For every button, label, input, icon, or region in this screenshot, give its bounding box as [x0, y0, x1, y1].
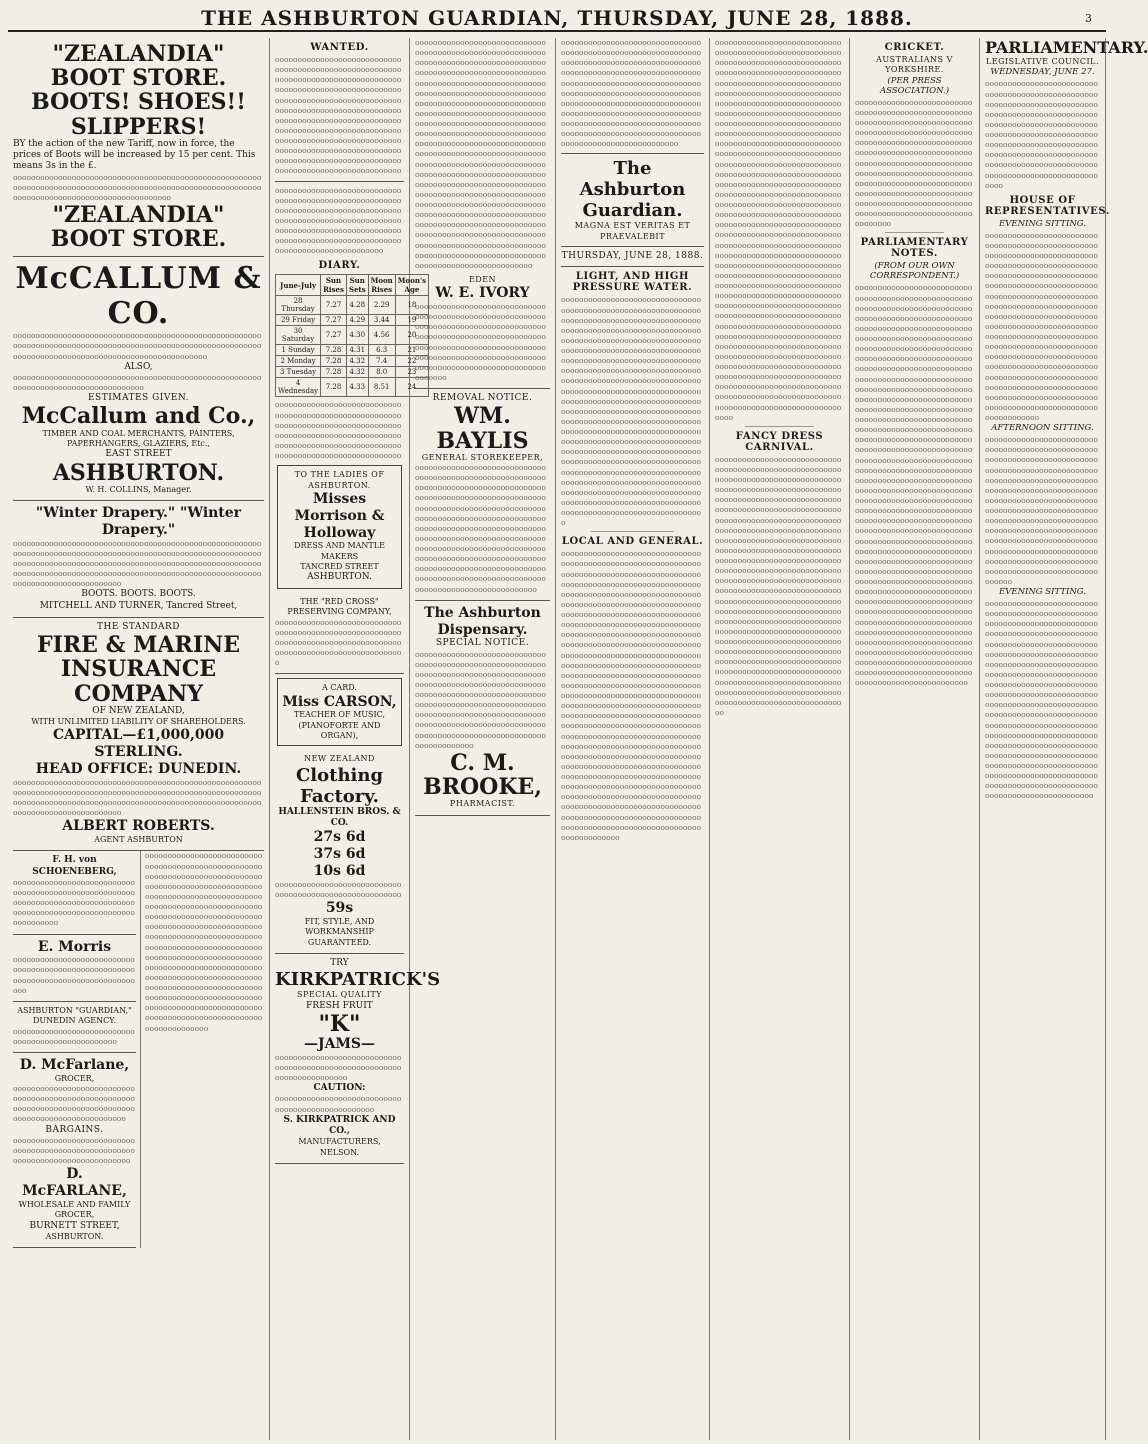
- standard-label: THE STANDARD: [96, 621, 181, 632]
- removal-notice: REMOVAL NOTICE.: [432, 393, 533, 404]
- diary-cell: 7.4: [368, 356, 395, 367]
- diary-cell: 4.32: [346, 356, 368, 367]
- bargains-fill: oooooooooooooooooooooooooooooooooooooooooooooooooooooooooooooooooooooooooooooooo: [13, 1135, 135, 1166]
- mccallum-also: ALSO,: [124, 361, 153, 372]
- diary-row: [276, 356, 429, 367]
- carson-name: Miss CARSON,: [282, 693, 397, 710]
- afternoon-sitting-fill: oooooooooooooooooooooooooooooooooooooooooooooooooooooooooooooooooooooooooooooooooooooooooooooooooooooooooooooooooooooooooooooooooooooooooooooooooooooooooooooooooooooooooooooooooooooooooooooooooooooooooooooooooooooooooooooooooooooooooooooooooooooooooooooooooooooooooooooooooooooooooooooooooooooooooooooooooooooooooooooooooooooooooooooooooooooooooooooooooooo: [985, 435, 1098, 586]
- moon-fill: oooooooooooooooooooooooooooooooooooooooooooooooooooooooooooooooooooooooooooooooooooooooooooooooooooooooooooooooooooooooooooooooooooooooooooooooooooooooooooooooooooooooo: [275, 400, 402, 460]
- ivory-fill: oooooooooooooooooooooooooooooooooooooooooooooooooooooooooooooooooooooooooooooooooooooooooooooooooooooooooooooooooooooooooooooooooooooooooooooooooooooooooooooooooooooooooooooooooooooooooooooooooooooooooooooooooo: [415, 302, 546, 382]
- diary-heading: DIARY.: [318, 260, 361, 272]
- mcfarlane-address: BURNETT STREET,: [29, 1220, 120, 1231]
- diary-cell: 4.32: [346, 367, 368, 378]
- kirkpatricks-name: KIRKPATRICK'S: [275, 969, 441, 991]
- diary-cell: 19: [395, 315, 428, 326]
- diary-cell: 6.3: [368, 345, 395, 356]
- unlimited-liability: WITH UNLIMITED LIABILITY OF SHAREHOLDERS.: [31, 716, 246, 726]
- fancy-dress-fill: oooooooooooooooooooooooooooooooooooooooooooooooooooooooooooooooooooooooooooooooooooooooooooooooooooooooooooooooooooooooooooooooooooooooooooooooooooooooooooooooooooooooooooooooooooooooooooooooooooooooooooooooooooooooooooooooooooooooooooooooooooooooooooooooooooooooooooooooooooooooooooooooooooooooooooooooooooooooooooooooooooooooooooooooooooooooooooooooooooooooooooooooooooooooooooooooooooooooooooooooooooooooooooooooooooooooooooooooooooooooooooooooooooooooooooooooooooooooooooooooooooooooooooooooooooooooooooooooooooooooooooooooooooooooooooooooooooooooooooooooooooooooooooooooooooooooooooooooooooooooooooooooooooooooooooooooooooooooooooooooooooooooooooooooooooooooooooooooooooooooooooooooooooooooooooooo: [715, 454, 842, 717]
- nelson-label: NELSON.: [319, 1147, 360, 1157]
- grocer-label: GROCER,: [54, 1073, 95, 1083]
- price-d: 59s: [325, 900, 354, 917]
- legislative-council: LEGISLATIVE COUNCIL.: [985, 57, 1100, 66]
- mccallum-name: McCallum and Co.,: [21, 403, 256, 430]
- diary-header-cell: Sun Sets: [346, 275, 368, 296]
- diary-cell: 3 Tuesday: [276, 367, 321, 378]
- mccallum-also-fill: oooooooooooooooooooooooooooooooooooooooooooooooooooooooooooooooooooooooooooooooooooo: [13, 372, 262, 392]
- mccallum-town: ASHBURTON.: [52, 459, 225, 486]
- cricket-subhead: AUSTRALIANS V YORKSHIRE.: [876, 55, 953, 75]
- special-quality: SPECIAL QUALITY: [296, 990, 383, 1000]
- mccallum-estimates: ESTIMATES GIVEN.: [87, 393, 190, 404]
- mcfarlane-fill: oooooooooooooooooooooooooooooooooooooooooooooooooooooooooooooooooooooooooooooooooooooooooooooooooooooooooo: [13, 1084, 135, 1124]
- local-general-fill: ooooooooooooooooooooooooooooooooooooooooooooooooooooooooooooooooooooooooooooooooooooooooooooooooooooooooooooooooooooooooooooooooooooooooooooooooooooooooooooooooooooooooooooooooooooooooooooooooooooooooooooooooooooooooooooooooooooooooooooooooooooooooooooooooooooooooooooooooooooooooooooooooooooooooooooooooooooooooooooooooooooooooooooooooooooooooooooooooooooooooooooooooooooooooooooooooooooooooooooooooooooooooooooooooooooooooooooooooooooooooooooooooooooooooooooooooooooooooooooooooooooooooooooooooooooooooooooooooooooooooooooooooooooooooooooooooooooooooooooooooooooooooooooooooooooooooooooooooooooooooooooooooooooooooooooooooooooooooooooooooooooooooooooooooooooooooooooooooooooooooooooooooooooooooooooooooooooooooooooooooooooooooooooooooooooooooooooooooooooooooooooooooooooooooooooooooooooooooooooooooooooooooooooooooooooooooooooooooooooooooooooooooooooooooooooooooooooooooooooooooo: [561, 549, 701, 842]
- subscription-fill: oooooooooooooooooooooooooooooooooooooooooooooooooooooooooooooooooooooooooooooooooooooooooooooooooooooooooooooooooooooooooooooooooooooooooooooooooooooooooooooooooooooooooooooooooooooooooooooooo: [275, 185, 402, 256]
- afternoon-sitting: AFTERNOON SITTING.: [991, 423, 1094, 434]
- diary-cell: 28 Thursday: [276, 296, 321, 315]
- diary-cell: 7.28: [321, 345, 347, 356]
- left-subcolumn: [13, 851, 141, 1248]
- red-cross-ad: [275, 593, 404, 674]
- diary-cell: 30 Saturday: [276, 326, 321, 345]
- ivory-nursery-ad: [415, 271, 550, 389]
- diary-row: [276, 345, 429, 356]
- column-2: [270, 38, 441, 1440]
- mcfarlane-name: D. McFarlane,: [19, 1056, 130, 1073]
- schoeneberg-fill: oooooooooooooooooooooooooooooooooooooooooooooooooooooooooooooooooooooooooooooooooooooooooooooooooooooooooooooooooooooo: [13, 877, 135, 928]
- pharmacist-label: PHARMACIST.: [449, 799, 516, 809]
- of-nz: OF NEW ZEALAND,: [92, 705, 185, 716]
- price-a: 27s 6d: [313, 829, 366, 846]
- split-ads-row: [13, 851, 264, 1248]
- newspaper-title: THE ASHBURTON GUARDIAN, THURSDAY, JUNE 28, 1888.: [201, 6, 913, 30]
- mccallum-trade: TIMBER AND COAL MERCHANTS, PAINTERS, PAPERHANGERS, GLAZIERS, Etc.,: [42, 428, 235, 448]
- right-subcolumn: [141, 851, 264, 1248]
- col5-top-fill: oooooooooooooooooooooooooooooooooooooooooooooooooooooooooooooooooooooooooooooooooooooooooooooooooooooooooooooooooooooooooooooooooooooooooooooooooooooooooooooooooooooooooooooooooooooooooooooooooooooooooooooooooooooooooooooooooooooooooooooooooooooooooooooooooooooooooooooooooooooooooooooooooooooooooooooooooooooooooooooooooooooooooooooooooooooooooooooooooooooooooooooooooooooooooooooooooooooooooooooooooooooooooooooooooooooooooooooooooooooooooooooooooooooooooooooooooooooooooooooooooooooooooooooooooooooooooooooooooooooooooooooooooooooooooooooooooooooooooooooooooooooooooooooooooooooooooooooooooooooooooooooooooooooooooooooooooooooooooooooooooooooooooooooooooooooooooooooooooooooooooooooooooooooooooooooooooooooooooooooooooooooooooooooooooooooooooooooooooooooooooooooooooooooooooooooooooooooooooooooooooooooooooooooooooooooooooooooooooooooooooooooooooooooooooooooooooooooooooooooooooooooooooooooooooooooooooooooooooooooooooooooooooooooooooooooooooooooooooooooooooooooooooooooooooooooooooooooooooooooooooooooooooooooooooooooooooooooooooooooooo: [715, 38, 842, 422]
- diary-cell: 4.30: [346, 326, 368, 345]
- kirkpatrick-ad: [275, 954, 441, 1164]
- jams-label: —JAMS—: [303, 1036, 376, 1053]
- k-brand: "K": [318, 1010, 361, 1037]
- wednesday-date: WEDNESDAY, JUNE 27.: [990, 67, 1095, 78]
- try-label: TRY: [330, 957, 349, 968]
- fire-marine-title: FIRE & MARINE INSURANCE COMPANY: [36, 632, 241, 707]
- wanted-heading: WANTED.: [310, 42, 369, 53]
- diary-cell: 2.29: [368, 296, 395, 315]
- guardian-motto: MAGNA EST VERITAS ET PRAEVALEBIT: [574, 221, 691, 241]
- diary-header-cell: June-July: [276, 275, 321, 296]
- red-cross-fill: ooooooooooooooooooooooooooooooooooooooooooooooooooooooooooooooooooooooooooooooooooooooooooooooooooooooooooooooooo: [275, 617, 402, 667]
- leader-heading: LIGHT, AND HIGH PRESSURE WATER.: [572, 271, 693, 294]
- special-notice: SPECIAL NOTICE.: [435, 638, 530, 649]
- cricket-fill: oooooooooooooooooooooooooooooooooooooooooooooooooooooooooooooooooooooooooooooooooooooooooooooooooooooooooooooooooooooooooooooooooooooooooooooooooooooooooooooooooooooooooooooooooooooooooooooooooooooooooooooooooooooooooooooooooooooooooooooooooooooooooooooooooooooooooooooooooooooooooooooooooooooooooooooooooooooooooooooooo: [855, 97, 973, 229]
- mccallum-street: EAST STREET: [105, 449, 172, 460]
- evening-sitting-2-fill: ooooooooooooooooooooooooooooooooooooooooooooooooooooooooooooooooooooooooooooooooooooooooooooooooooooooooooooooooooooooooooooooooooooooooooooooooooooooooooooooooooooooooooooooooooooooooooooooooooooooooooooooooooooooooooooooooooooooooooooooooooooooooooooooooooooooooooooooooooooooooooooooooooooooooooooooooooooooooooooooooooooooooooooooooooooooooooooooooooooooooooooooooooooooooooooooooooooooooooooooooooooooooooooooooooooooooooooooooooooooooooooooooooooooooooooooooooooooooooooooooooooooooooooooooooo: [985, 599, 1098, 801]
- price-c: 10s 6d: [313, 862, 366, 879]
- diary-cell: 8.51: [368, 378, 395, 397]
- winter-heading: "Winter Drapery." "Winter Drapery.": [35, 505, 242, 538]
- diary-cell: 4.56: [368, 326, 395, 345]
- morrison-holloway-ad: [277, 465, 402, 589]
- baylis-fill: ooooooooooooooooooooooooooooooooooooooooooooooooooooooooooooooooooooooooooooooooooooooooooooooooooooooooooooooooooooooooooooooooooooooooooooooooooooooooooooooooooooooooooooooooooooooooooooooooooooooooooooooooooooooooooooooooooooooooooooooooooooooooooooooooooooooooooooooooooooooooooooooooooooooooooooooooooooooooooooooooooooooooooooooooooooooooooooooooooooooooooooooooooooooo: [415, 463, 546, 594]
- caution-fill: oooooooooooooooooooooooooooooooooooooooooooooooooo: [275, 1094, 402, 1114]
- boots-headline: BOOTS! SHOES!! SLIPPERS!: [31, 89, 246, 140]
- tancred-street: TANCRED STREET: [300, 562, 379, 572]
- diary-cell: 22: [395, 356, 428, 367]
- mcfarlane-footer: D. McFARLANE,: [22, 1166, 127, 1199]
- diary-cell: 4 Wednesday: [276, 378, 321, 397]
- carson-teacher: TEACHER OF MUSIC,: [293, 710, 386, 720]
- council-fill: oooooooooooooooooooooooooooooooooooooooooooooooooooooooooooooooooooooooooooooooooooooooooooooooooooooooooooooooooooooooooooooooooooooooooooooooooooooooooooooooooooooooooooooooooooooooooooooooooooooooooooooooooooooooooooooooooooooooooooooooooooooooooooooo: [985, 79, 1098, 190]
- morrison-name: Misses Morrison & Holloway: [294, 490, 385, 541]
- mccallum-body-fill: ooooooooooooooooooooooooooooooooooooooooooooooooooooooooooooooooooooooooooooooooooooooooooooooooooooooooooooooooooooooooooooooooooooooooooooooooooooooooo: [13, 331, 262, 361]
- clothing-factory-ad: [275, 750, 404, 954]
- ashburton-label: ASHBURTON.: [307, 572, 372, 583]
- winter-drapery-ad: [13, 501, 264, 618]
- hallenstein-name: HALLENSTEIN BROS. & CO.: [278, 806, 401, 829]
- guardian-agency-ad: [13, 1002, 136, 1053]
- zealandia-body-fill: ooooooooooooooooooooooooooooooooooooooooooooooooooooooooooooooooooooooooooooooooooooooooooooooooooooooooooooooooooooooooooooooooooooooooooooooooo: [13, 172, 262, 202]
- nz-label: NEW ZEALAND: [304, 754, 375, 764]
- morris-fill: oooooooooooooooooooooooooooooooooooooooooooooooooooooooooooooooooooooooooooooooooooo: [13, 955, 135, 995]
- insurance-body-fill: ooooooooooooooooooooooooooooooooooooooooooooooooooooooooooooooooooooooooooooooooooooooooooooooooooooooooooooooooooooooooooooooooooooooooooooooooooooooooooooooooooooooooooooooooooooooooooooo: [13, 777, 262, 818]
- mccallum-ad: [13, 257, 264, 501]
- column-5: [710, 38, 850, 1440]
- parliamentary-notes-fill: ooooooooooooooooooooooooooooooooooooooooooooooooooooooooooooooooooooooooooooooooooooooooooooooooooooooooooooooooooooooooooooooooooooooooooooooooooooooooooooooooooooooooooooooooooooooooooooooooooooooooooooooooooooooooooooooooooooooooooooooooooooooooooooooooooooooooooooooooooooooooooooooooooooooooooooooooooooooooooooooooooooooooooooooooooooooooooooooooooooooooooooooooooooooooooooooooooooooooooooooooooooooooooooooooooooooooooooooooooooooooooooooooooooooooooooooooooooooooooooooooooooooooooooooooooooooooooooooooooooooooooooooooooooooooooooooooooooooooooooooooooooooooooooooooooooooooooooooooooooooooooooooooooooooooooooooooooooooooooooooooooooooooooooooooooooooooooooooooooooooooooooooooooooooooooooooooooooooooooooooooooooooooooooooooooooooooooooooooooooooooooooooooooooooooooooooooooooooooooooooooooooooooooooooooooooooooooooooooooooooooooooooooooooooooooooooooooooooooooooooooooooooooooooooooooooooooooooooooooooooooooooooooooooooooooooooooooooooooooooooooooooooooooooooooooooooooooooooooooooooooooooooooooooooooooooooooooooooooooooooo: [855, 283, 973, 688]
- diary-cell: 1 Sunday: [276, 345, 321, 356]
- brooke-name: C. M. BROOKE,: [423, 749, 542, 800]
- cricket-heading: CRICKET.: [884, 42, 945, 53]
- diary-cell: 4.29: [346, 315, 368, 326]
- zealandia-ad: [13, 38, 264, 257]
- morris-name: E. Morris: [37, 938, 112, 955]
- diary-header-cell: Moon Rises: [368, 275, 395, 296]
- jams-fill: oooooooooooooooooooooooooooooooooooooooooooooooooooooooooooooooooooooooo: [275, 1052, 402, 1083]
- bargains: BARGAINS.: [45, 1124, 104, 1135]
- diary-cell: 24: [395, 378, 428, 397]
- guardian-agency-title: ASHBURTON "GUARDIAN,": [17, 1005, 132, 1015]
- diary-cell: 2 Monday: [276, 356, 321, 367]
- evening-sitting-fill: oooooooooooooooooooooooooooooooooooooooooooooooooooooooooooooooooooooooooooooooooooooooooooooooooooooooooooooooooooooooooooooooooooooooooooooooooooooooooooooooooooooooooooooooooooooooooooooooooooooooooooooooooooooooooooooooooooooooooooooooooooooooooooooooooooooooooooooooooooooooooooooooooooooooooooooooooooooooooooooooooooooooooooooooooooooooooooooooooooooooooooooooooooooooooooooooooooooooooooooooooooooooooooooooooooooooooooooooooooooooooooooooooooooooooooooo: [985, 230, 1098, 423]
- diary-cell: 7.28: [321, 356, 347, 367]
- winter-body-fill: oooooooooooooooooooooooooooooooooooooooooooooooooooooooooooooooooooooooooooooooooooooooooooooooooooooooooooooooooooooooooooooooooooooooooooooooooooooooooooooooooooooooooooooooooooooooooooooooooooooooooooooooooooooooooooooooooooooooooooooooooooo: [13, 538, 262, 589]
- card-label: A CARD.: [322, 683, 357, 693]
- diary-cell: 7.27: [321, 315, 347, 326]
- standard-insurance-ad: [13, 618, 264, 852]
- rule: [561, 246, 704, 247]
- diary-cell: 20: [395, 326, 428, 345]
- dispensary-title: The Ashburton Dispensary.: [424, 604, 541, 638]
- masthead: [8, 6, 1106, 32]
- column-1: [8, 38, 270, 1440]
- baylis-trade: GENERAL STOREKEEPER,: [421, 452, 544, 462]
- diary-cell: 7.28: [321, 367, 347, 378]
- diary-cell: 7.27: [321, 326, 347, 345]
- column-7: [980, 38, 1148, 1440]
- fancy-dress-heading: FANCY DRESS CARNIVAL.: [735, 430, 824, 453]
- morris-ad: [13, 935, 136, 1002]
- column-4: [556, 38, 710, 1440]
- divider: [591, 531, 674, 532]
- rule: [275, 181, 404, 182]
- agency-fill: oooooooooooooooooooooooooooooooooooooooooooooooooo: [13, 1026, 135, 1046]
- boots-line: BOOTS. BOOTS. BOOTS.: [81, 589, 196, 600]
- evening-sitting-1: EVENING SITTING.: [999, 218, 1086, 229]
- parliamentary-heading: PARLIAMENTARY.: [985, 38, 1148, 57]
- divider: [745, 426, 814, 427]
- red-cross-title: THE "RED CROSS" PRESERVING COMPANY,: [287, 596, 392, 617]
- leader-fill: ooooooooooooooooooooooooooooooooooooooooooooooooooooooooooooooooooooooooooooooooooooooooooooooooooooooooooooooooooooooooooooooooooooooooooooooooooooooooooooooooooooooooooooooooooooooooooooooooooooooooooooooooooooooooooooooooooooooooooooooooooooooooooooooooooooooooooooooooooooooooooooooooooooooooooooooooooooooooooooooooooooooooooooooooooooooooooooooooooooooooooooooooooooooooooooooooooooooooooooooooooooooooooooooooooooooooooooooooooooooooooooooooooooooooooooooooooooooooooooooooooooooooooooooooooooooooooooooooooooooooooooooooooooooooooooooooooooooooooooooooooooooooooooooooooooooooooooooooooooooooooooooooooooooooooooooooooooooooooooooooooooooooooooooooooooooooooooooooooooooooooo: [561, 295, 701, 528]
- page-number: 3: [1085, 12, 1092, 25]
- column-3: [410, 38, 556, 1440]
- diary-row: [276, 296, 429, 315]
- mccallum-manager: W. H. COLLINS, Manager.: [85, 484, 192, 494]
- local-general-heading: LOCAL AND GENERAL.: [561, 536, 704, 548]
- diary-cell: 21: [395, 345, 428, 356]
- diary-cell: 18: [395, 296, 428, 315]
- winter-firm: MITCHELL AND TURNER, Tancred Street,: [39, 600, 238, 611]
- nursery-label: EDEN: [468, 274, 497, 284]
- col4-top-fill: oooooooooooooooooooooooooooooooooooooooooooooooooooooooooooooooooooooooooooooooooooooooooooooooooooooooooooooooooooooooooooooooooooooooooooooooooooooooooooooooooooooooooooooooooooooooooooooooooooooooooooooooooooooooooooooooooooooooooooooooooooooooooooooooooooooooooooooooooooooooooooooooooooooooooooooooooooooooooooooooooooooooooooooooo: [561, 38, 701, 149]
- diary-row: [276, 315, 429, 326]
- zealandia-heading: "ZEALANDIA" BOOT STORE.: [50, 41, 227, 92]
- press-association: (PER PRESS ASSOCIATION.): [879, 75, 950, 96]
- ivory-name: W. E. IVORY: [435, 285, 530, 302]
- dunedin-agency: DUNEDIN AGENCY.: [32, 1016, 117, 1026]
- own-correspondent: (FROM OUR OWN CORRESPONDENT.): [869, 261, 960, 282]
- wanted-fill: oooooooooooooooooooooooooooooooooooooooooooooooooooooooooooooooooooooooooooooooooooooooooooooooooooooooooooooooooooooooooooooooooooooooooooooooooooooooooooooooooooooooooooooooooooooooooooooooooooooooooooooooooooooooooooooooooooooooooooooooooooooooooooooooooooooooooooooooooooooooooooooooooooooooooooooooooooooooooooooooooooooooooooooooo: [275, 55, 402, 176]
- diary-cell: 23: [395, 367, 428, 378]
- head-office: HEAD OFFICE: DUNEDIN.: [35, 760, 242, 777]
- schoeneberg-name: F. H. von SCHOENEBERG,: [32, 855, 117, 877]
- column-6: [850, 38, 980, 1440]
- evening-sitting-2: EVENING SITTING.: [999, 587, 1086, 598]
- price-b: 37s 6d: [313, 846, 366, 863]
- house-reps-heading: HOUSE OF REPRESENTATIVES.: [985, 194, 1110, 217]
- dispensary-ad: [415, 601, 550, 816]
- diary-cell: 7.27: [321, 296, 347, 315]
- manufacturers-label: MANUFACTURERS,: [298, 1137, 381, 1147]
- baylis-name: WM. BAYLIS: [436, 403, 529, 454]
- dress-makers: DRESS AND MANTLE MAKERS: [294, 541, 385, 561]
- diary-cell: 8.0: [368, 367, 395, 378]
- mcfarlane-town: ASHBURTON.: [45, 1231, 104, 1241]
- rule: [561, 266, 704, 267]
- parliamentary-notes-heading: PARLIAMENTARY NOTES.: [860, 237, 969, 260]
- divider: [885, 232, 944, 233]
- diary-row: [276, 326, 429, 345]
- fit-guarantee: FIT, STYLE, AND WORKMANSHIP GUARANTEED.: [304, 916, 375, 947]
- carson-instruments: (PIANOFORTE AND ORGAN),: [298, 720, 381, 741]
- diary-header-cell: Moon's Age: [395, 275, 428, 296]
- guardian-masthead: The Ashburton Guardian.: [579, 158, 686, 222]
- diary-cell: 4.33: [346, 378, 368, 397]
- guardian-date: THURSDAY, JUNE 28, 1888.: [561, 251, 704, 262]
- clothing-fill: oooooooooooooooooooooooooooooooooooooooooooooooooooooooo: [275, 879, 402, 899]
- diary-header-cell: Sun Rises: [321, 275, 347, 296]
- mcfarlane-trade: WHOLESALE AND FAMILY GROCER,: [18, 1199, 131, 1220]
- diary-cell: 4.28: [346, 296, 368, 315]
- carson-card: [277, 678, 402, 746]
- diary-table: [275, 274, 429, 397]
- ladies-heading: TO THE LADIES OF ASHBURTON.: [294, 470, 385, 490]
- agent-name: ALBERT ROBERTS.: [62, 818, 215, 835]
- col3-top-fill: oooooooooooooooooooooooooooooooooooooooooooooooooooooooooooooooooooooooooooooooooooooooooooooooooooooooooooooooooooooooooooooooooooooooooooooooooooooooooooooooooooooooooooooooooooooooooooooooooooooooooooooooooooooooooooooooooooooooooooooooooooooooooooooooooooooooooooooooooooooooooooooooooooooooooooooooooooooooooooooooooooooooooooooooooooooooooooooooooooooooooooooooooooooooooooooooooooooooooooooooooooooooooooooooooooooooooooooooooooooooooooooooooooooooooooooooooooooooooooooooooooooooooooooooooooooooooooooooooooooooooooooooooooooooooooooooooooooooooooooooooooooooooooooooooooooooooooooooooooooooooooooooooooooooooooooooooooooooooooooooooooooooooooooooooooooooo: [415, 38, 546, 270]
- capital: CAPITAL—£1,000,000 STERLING.: [52, 727, 225, 761]
- right-subcolumn-fill: oooooooooooooooooooooooooooooooooooooooooooooooooooooooooooooooooooooooooooooooooooooooooooooooooooooooooooooooooooooooooooooooooooooooooooooooooooooooooooooooooooooooooooooooooooooooooooooooooooooooooooooooooooooooooooooooooooooooooooooooooooooooooooooooooooooooooooooooooooooooooooooooooooooooooooooooooooooooooooooooooooooooooooooooooooooooooooooooooooooooooooooooooooooooooooooooooooooooooooooooooooooooooooooooooooooooooooooooooooooooooooooooooooooooo: [145, 851, 263, 1033]
- zealandia-body: BY the action of the new Tariff, now in force, the prices of Boots will be increased by 15 per cent. This means 3s in the £.: [13, 138, 256, 172]
- diary-row: [276, 367, 429, 378]
- mccallum-title: McCALLUM & CO.: [15, 261, 262, 332]
- diary-cell: 4.31: [346, 345, 368, 356]
- diary-cell: 7.28: [321, 378, 347, 397]
- schoeneberg-ad: [13, 851, 136, 934]
- clothing-factory-title: Clothing Factory.: [295, 764, 384, 807]
- diary-row: [276, 378, 429, 397]
- zealandia-footer: "ZEALANDIA" BOOT STORE.: [50, 201, 227, 253]
- mcfarlane-ad: [13, 1053, 136, 1248]
- kirkpatrick-company: S. KIRKPATRICK AND CO.,: [283, 1114, 396, 1136]
- diary-cell: 3.44: [368, 315, 395, 326]
- caution-label: CAUTION:: [313, 1083, 366, 1094]
- fresh-fruit: FRESH FRUIT: [306, 1000, 373, 1011]
- diary-cell: 29 Friday: [276, 315, 321, 326]
- dispensary-fill: oooooooooooooooooooooooooooooooooooooooooooooooooooooooooooooooooooooooooooooooooooooooooooooooooooooooooooooooooooooooooooooooooooooooooooooooooooooooooooooooooooooooooooooooooooooooooooooooooooooooooooooooooooooooooooooooooooooooooooooooooooooooooooooooooooooooooooooooooo: [415, 649, 546, 750]
- baylis-ad: [415, 389, 550, 601]
- rule: [561, 153, 704, 154]
- agent-role: AGENT ASHBURTON: [94, 835, 183, 845]
